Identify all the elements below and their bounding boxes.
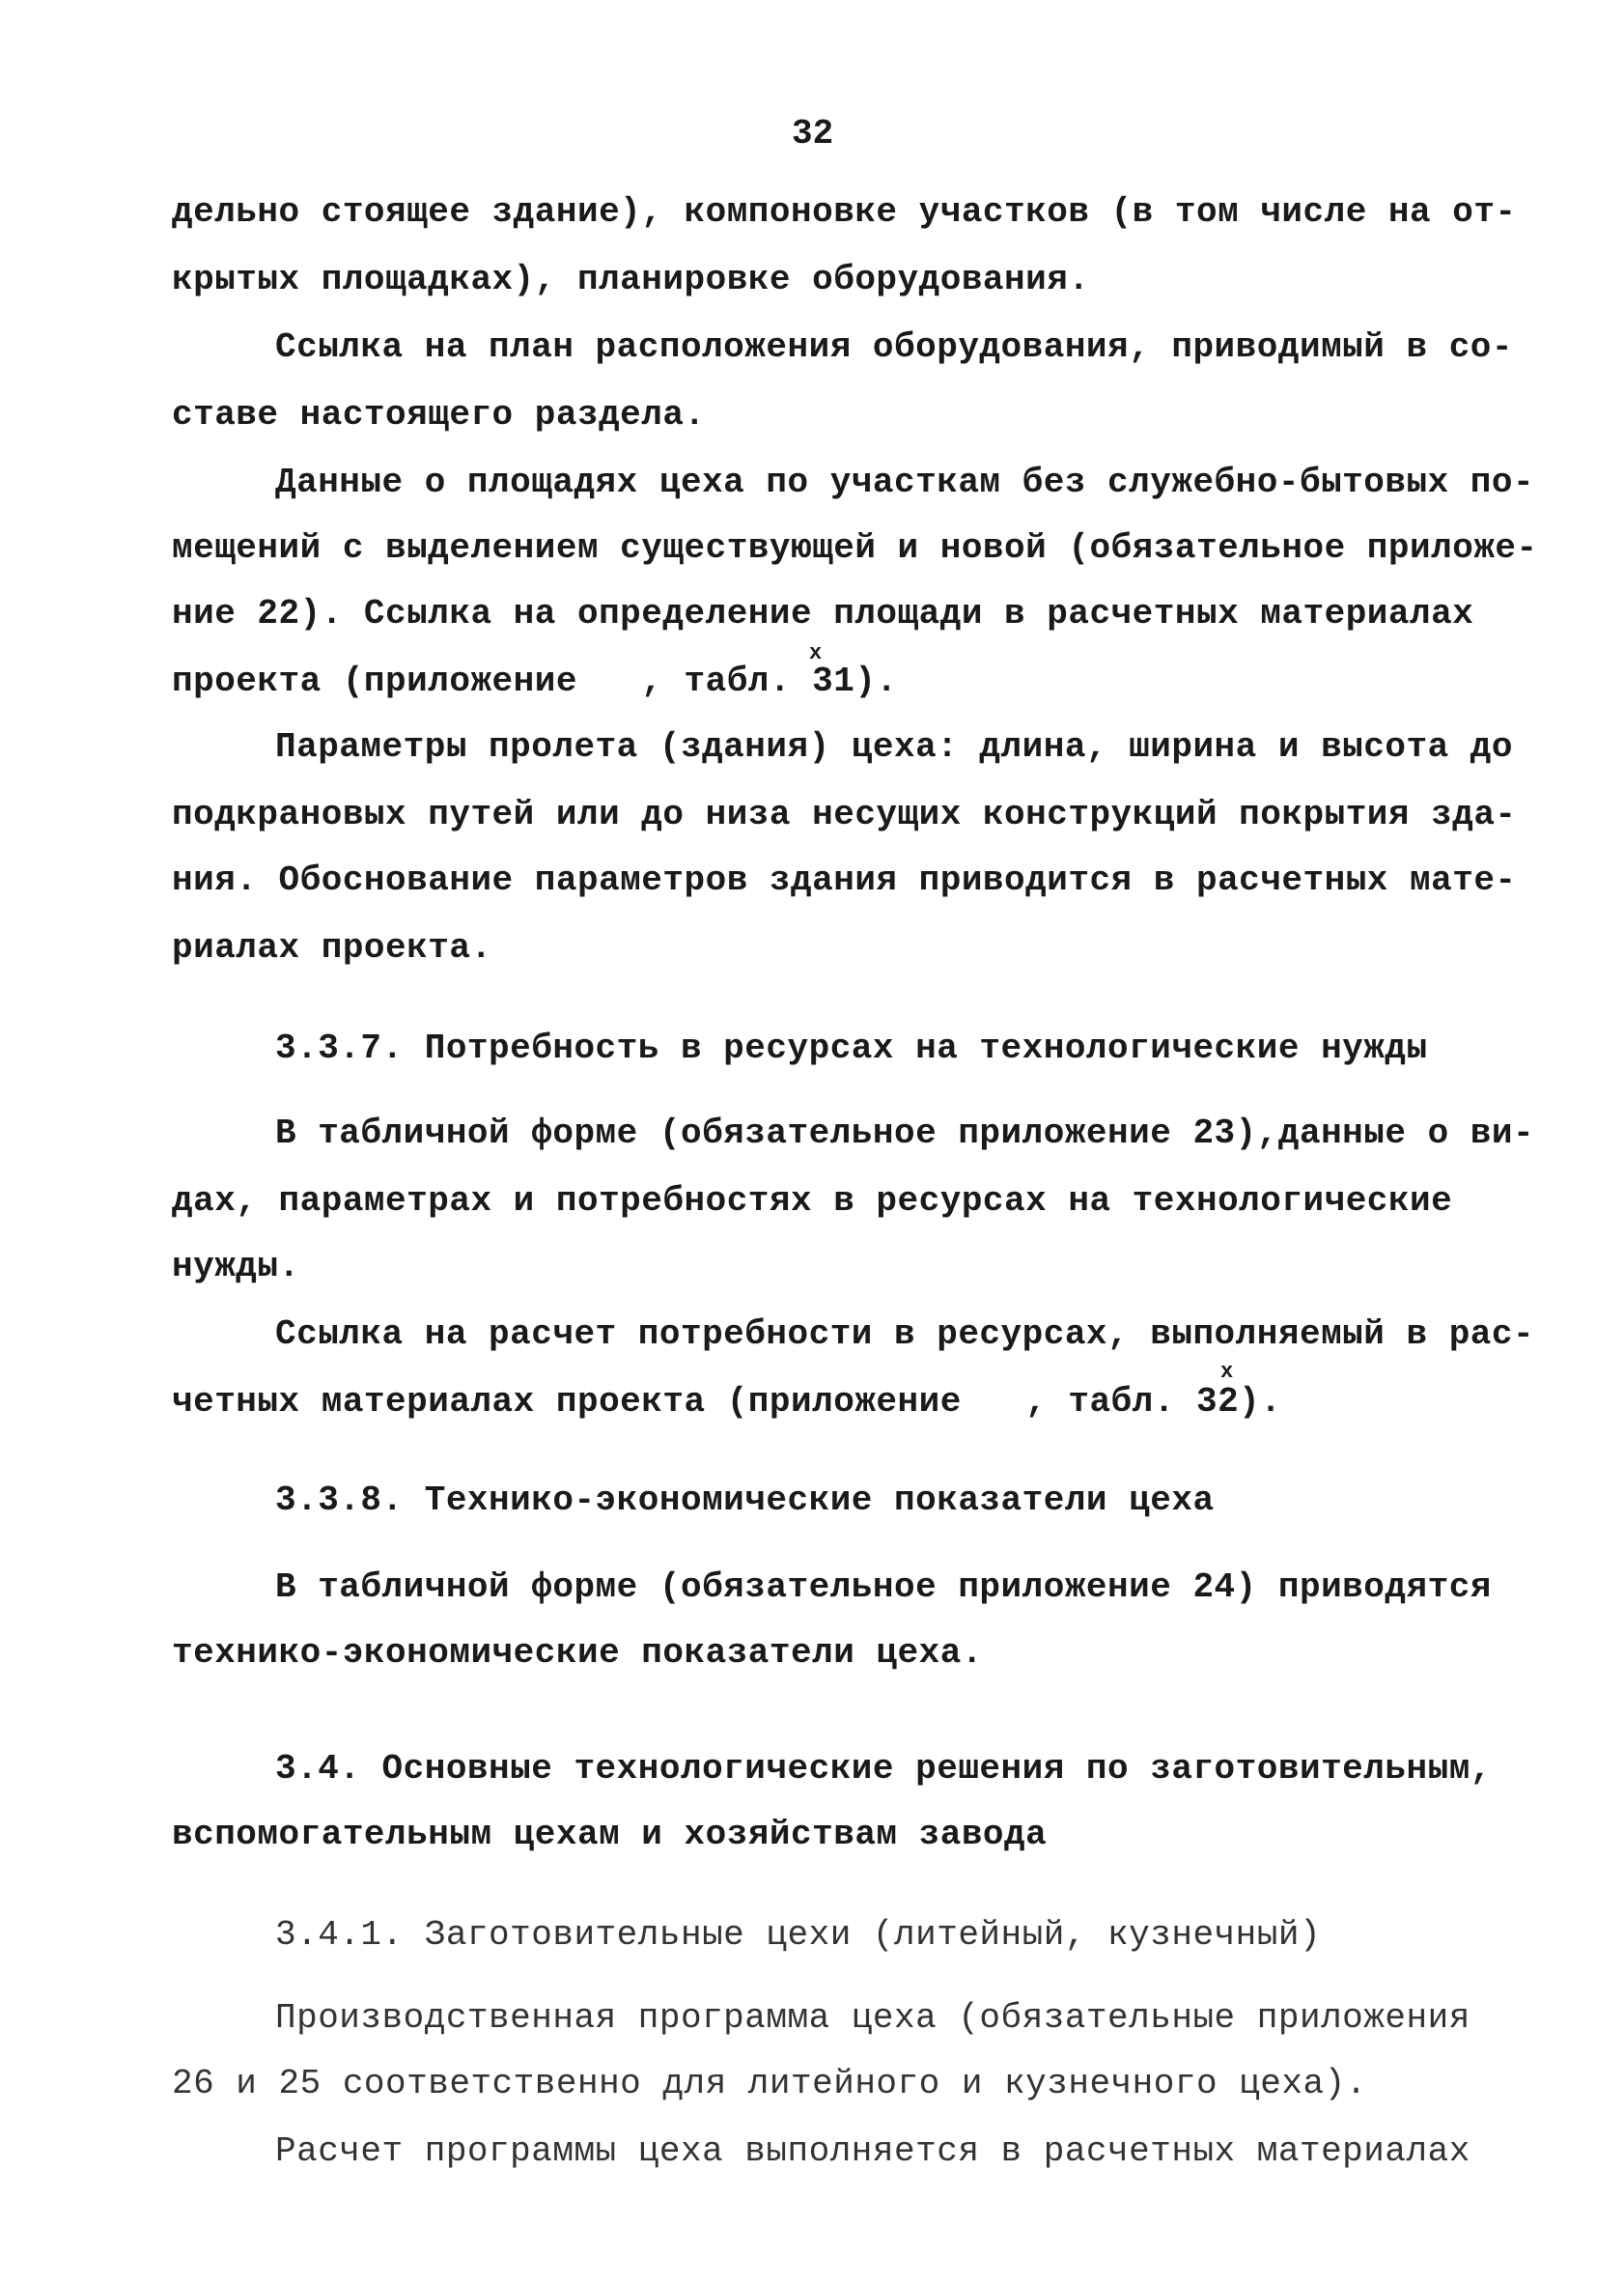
footnote-mark: x	[1220, 1360, 1234, 1384]
text-line: технико-экономические показатели цеха.	[172, 1633, 983, 1673]
section-heading: 3.4. Основные технологические решения по заготовительным,	[275, 1749, 1492, 1789]
text-line: Параметры пролета (здания) цеха: длина, ширина и высота до	[275, 727, 1514, 767]
text-line: крытых площадках), планировке оборудования.	[172, 260, 1090, 299]
text-line: дах, параметрах и потребностях в ресурсах на технологические	[172, 1181, 1453, 1221]
text-line: ставе настоящего раздела.	[172, 395, 706, 435]
text-line: проекта (приложение , табл. 31).	[172, 662, 898, 701]
section-heading: 3.3.7. Потребность в ресурсах на технологические нужды	[275, 1029, 1428, 1068]
text-line: подкрановых путей или до низа несущих конструкций покрытия зда-	[172, 795, 1517, 834]
footnote-mark: x	[809, 641, 823, 665]
section-heading: 3.4.1. Заготовительные цехи (литейный, кузнечный)	[275, 1915, 1322, 1955]
text-line: В табличной форме (обязательное приложение 24) приводятся	[275, 1567, 1492, 1607]
text-line: ния. Обоснование параметров здания приводится в расчетных мате-	[172, 860, 1517, 900]
section-heading: 3.3.8. Технико-экономические показатели цеха	[275, 1480, 1215, 1520]
text-line: Ссылка на план расположения оборудования, приводимый в со-	[275, 327, 1514, 367]
text-line: В табличной форме (обязательное приложение 23),данные о ви-	[275, 1114, 1535, 1153]
text-line: Расчет программы цеха выполняется в расчетных материалах	[275, 2131, 1470, 2171]
text-line: риалах проекта.	[172, 928, 492, 968]
text-line: 26 и 25 соответственно для литейного и кузнечного цеха).	[172, 2064, 1367, 2103]
section-heading: вспомогательным цехам и хозяйствам завода	[172, 1815, 1048, 1854]
text-line: Производственная программа цеха (обязательные приложения	[275, 1998, 1470, 2038]
text-line: Ссылка на расчет потребности в ресурсах, выполняемый в рас-	[275, 1314, 1535, 1354]
text-line: нужды.	[172, 1247, 300, 1286]
text-line: Данные о площадях цеха по участкам без служебно-бытовых по-	[275, 463, 1535, 502]
text-line: мещений с выделением существующей и новой (обязательное приложе-	[172, 528, 1538, 568]
text-line: дельно стоящее здание), компоновке участков (в том числе на от-	[172, 192, 1517, 232]
text-line: ние 22). Ссылка на определение площади в расчетных материалах	[172, 594, 1474, 634]
text-line: четных материалах проекта (приложение , табл. 32).	[172, 1382, 1282, 1422]
page-number: 32	[792, 114, 834, 154]
